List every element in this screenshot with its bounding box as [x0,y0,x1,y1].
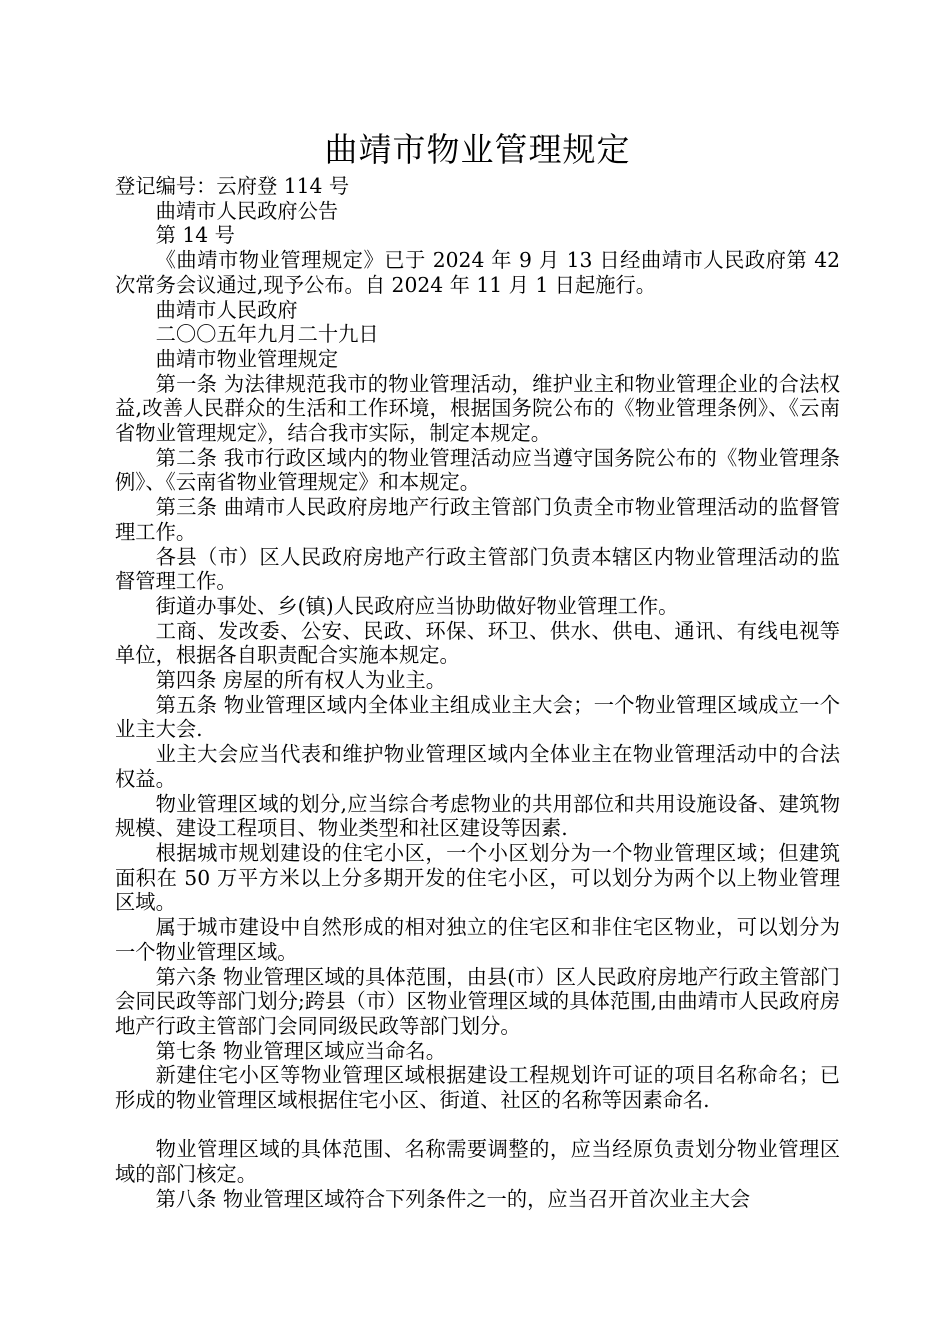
document-title: 曲靖市物业管理规定 [324,130,631,169]
paragraph: 街道办事处、乡(镇)人民政府应当协助做好物业管理工作。 [155,593,679,618]
paragraph: 第六条 物业管理区域的具体范围，由县(市）区人民政府房地产行政主管部门会同民政等部门划分;跨县（市）区物业管理区域的具体范围,由曲靖市人民政府房地产行政主管部门会同同级民政等部门划分。 [115,964,840,1038]
paragraph: 第五条 物业管理区域内全体业主组成业主大会；一个物业管理区域成立一个业主大会. [115,692,840,742]
paragraph: 物业管理区域的划分,应当综合考虑物业的共用部位和共用设施设备、建筑物规模、建设工程项目、物业类型和社区建设等因素. [115,791,840,841]
paragraph: 工商、发改委、公安、民政、环保、环卫、供水、供电、通讯、有线电视等单位，根据各自职责配合实施本规定。 [115,618,840,668]
document-page [115,128,840,1212]
paragraph: 曲靖市人民政府公告 [155,198,339,223]
blank-line [115,1113,840,1138]
paragraph: 曲靖市人民政府 [155,297,298,322]
paragraph: 属于城市建设中自然形成的相对独立的住宅区和非住宅区物业，可以划分为一个物业管理区域。 [115,915,840,964]
paragraph: 各县（市）区人民政府房地产行政主管部门负责本辖区内物业管理活动的监督管理工作。 [115,544,840,594]
paragraph: 曲靖市物业管理规定 [155,346,339,371]
document-body [115,174,840,1212]
paragraph: 根据城市规划建设的住宅小区，一个小区划分为一个物业管理区域；但建筑面积在 50 万平方米以上分多期开发的住宅小区，可以划分为两个以上物业管理区域。 [115,840,840,915]
paragraph: 第 14 号 [155,223,235,248]
paragraph: 第四条 房屋的所有权人为业主。 [155,668,446,693]
paragraph: 物业管理区域的具体范围、名称需要调整的，应当经原负责划分物业管理区域的部门核定。 [115,1137,840,1187]
paragraph: 新建住宅小区等物业管理区域根据建设工程规划许可证的项目名称命名；已形成的物业管理区域根据住宅小区、街道、社区的名称等因素命名. [115,1063,840,1113]
paragraph: 第二条 我市行政区域内的物业管理活动应当遵守国务院公布的《物业管理条例》、《云南省物业管理规定》和本规定。 [115,445,840,495]
paragraph: 第八条 物业管理区域符合下列条件之一的，应当召开首次业主大会 [155,1186,751,1211]
paragraph: 第七条 物业管理区域应当命名。 [155,1038,446,1063]
paragraph: 二〇〇五年九月二十九日 [155,322,379,347]
paragraph: 第三条 曲靖市人民政府房地产行政主管部门负责全市物业管理活动的监督管理工作。 [115,495,840,544]
paragraph: 《曲靖市物业管理规定》已于 2024 年 9 月 13 日经曲靖市人民政府第 42 次常务会议通过,现予公布。自 2024 年 11 月 1 日起施行。 [115,248,840,297]
paragraph: 登记编号：云府登 114 号 [115,174,350,198]
paragraph: 业主大会应当代表和维护物业管理区域内全体业主在物业管理活动中的合法权益。 [115,742,840,791]
paragraph: 第一条 为法律规范我市的物业管理活动，维护业主和物业管理企业的合法权益,改善人民群众的生活和工作环境，根据国务院公布的《物业管理条例》、《云南省物业管理规定》，结合我市实际，制定本规定。 [115,371,840,446]
